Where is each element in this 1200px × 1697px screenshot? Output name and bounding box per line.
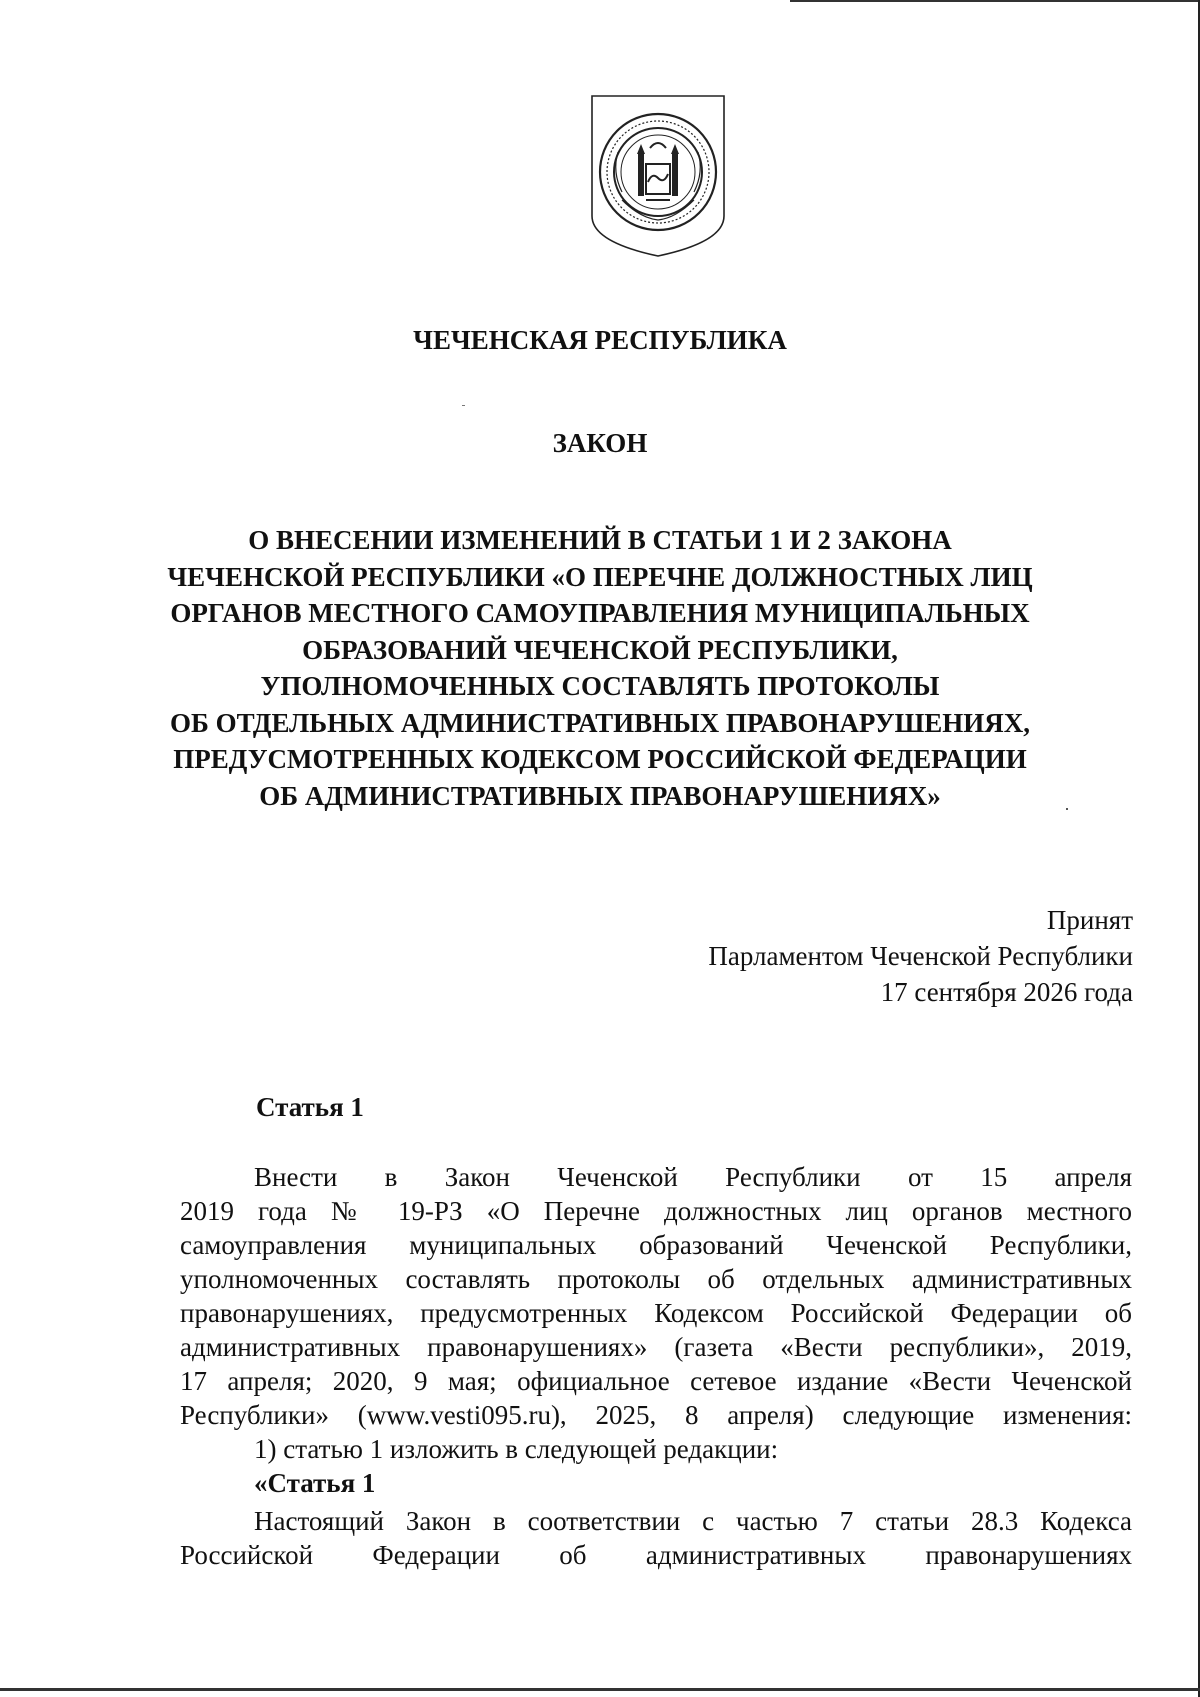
body-line [180, 1466, 1132, 1500]
law-title-line: ПРЕДУСМОТРЕННЫХ КОДЕКСОМ РОССИЙСКОЙ ФЕДЕРАЦИИ [173, 744, 1027, 774]
article-heading: Статья 1 [256, 1092, 364, 1122]
law-title-line: ОБРАЗОВАНИЙ ЧЕЧЕНСКОЙ РЕСПУБЛИКИ, [302, 634, 898, 665]
body-line: Республики» (www.vesti095.ru), 2025, 8 апреля) следующие изменения: [180, 1400, 1132, 1430]
law-title-line: ОРГАНОВ МЕСТНОГО САМОУПРАВЛЕНИЯ МУНИЦИПАЛЬНЫХ [170, 598, 1030, 628]
law-title-line: ЧЕЧЕНСКОЙ РЕСПУБЛИКИ «О ПЕРЕЧНЕ ДОЛЖНОСТНЫХ ЛИЦ [167, 561, 1033, 592]
law-title-line: ОБ ОТДЕЛЬНЫХ АДМИНИСТРАТИВНЫХ ПРАВОНАРУШЕНИЯХ, [170, 707, 1030, 738]
scan-edge-bottom [0, 1688, 1200, 1691]
body-line: Внести в Закон Чеченской Республики от 15 апреля [254, 1162, 1132, 1192]
adoption-status: Принят [1046, 905, 1133, 935]
adoption-block [708, 902, 1133, 1010]
scan-speck [462, 405, 465, 406]
article-body [180, 1160, 1132, 1500]
adoption-body: Парламентом Чеченской Республики [708, 941, 1133, 971]
adoption-date: 17 сентября 2026 года [880, 977, 1133, 1007]
coat-of-arms-icon [588, 92, 728, 260]
law-title-line: ОБ АДМИНИСТРАТИВНЫХ ПРАВОНАРУШЕНИЯХ» [259, 780, 941, 811]
body-line: Настоящий Закон в соответствии с частью 7 статьи 28.3 Кодекса [254, 1506, 1132, 1536]
law-title-line: УПОЛНОМОЧЕННЫХ СОСТАВЛЯТЬ ПРОТОКОЛЫ [260, 671, 940, 701]
body-line: 17 апреля; 2020, 9 мая; официальное сетевое издание «Вести Чеченской [180, 1366, 1132, 1396]
body-line: правонарушениях, предусмотренных Кодексом Российской Федерации об [180, 1298, 1132, 1328]
republic-name: ЧЕЧЕНСКАЯ РЕСПУБЛИКА [413, 325, 787, 355]
law-title-line: О ВНЕСЕНИИ ИЗМЕНЕНИЙ В СТАТЬИ 1 И 2 ЗАКОНА [248, 525, 952, 555]
body-line: самоуправления муниципальных образований Чеченской Республики, [180, 1230, 1132, 1260]
law-title [0, 522, 1200, 814]
scan-edge-top [790, 0, 1200, 2]
body-line: 1) статью 1 изложить в следующей редакции: [254, 1434, 779, 1464]
body-line: 2019 года № 19-РЗ «О Перечне должностных лиц органов местного [180, 1196, 1132, 1226]
quoted-article-body [180, 1504, 1132, 1572]
body-line: административных правонарушениях» (газета «Вести республики», 2019, [180, 1332, 1132, 1362]
document-type: ЗАКОН [552, 428, 648, 458]
quoted-article-heading: «Статья 1 [254, 1468, 376, 1498]
body-line: Российской Федерации об административных правонарушениях [180, 1540, 1132, 1570]
body-line: уполномоченных составлять протоколы об отдельных административных [180, 1264, 1132, 1294]
